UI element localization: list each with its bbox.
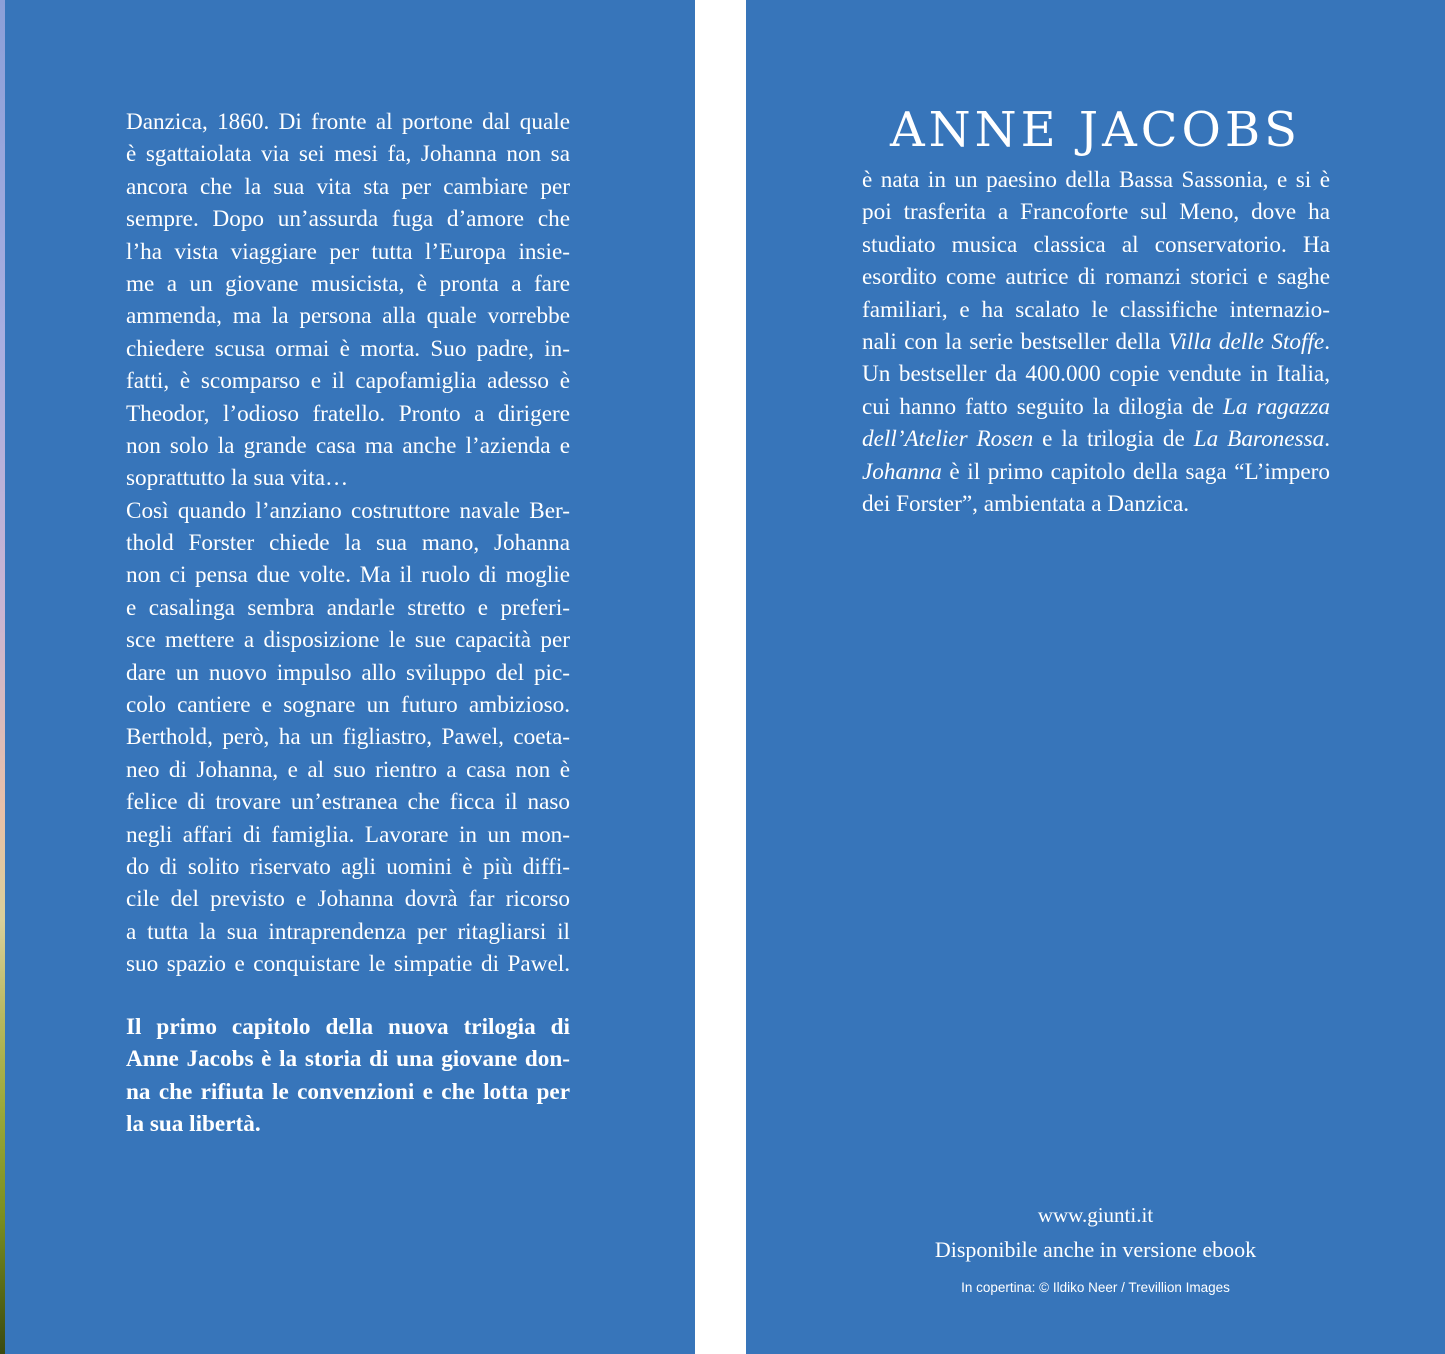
book-title-la-ragazza: La ragazza [1222,393,1330,420]
bio-text: e la trilogia de [1033,426,1194,453]
synopsis-line: l’ha vista viaggiare per tutta l’Europa insie- [126,238,570,265]
synopsis-line: non solo la grande casa ma anche l’azienda e [126,432,570,459]
synopsis-line: e casalinga sembra andarle stretto e preferi- [126,594,570,621]
synopsis-line: thold Forster chiede la sua mano, Johanna [126,530,570,557]
bio-line [862,391,1330,423]
synopsis-line: dare un nuovo impulso allo sviluppo del pic- [126,659,570,686]
synopsis-line: Danzica, 1860. Di fronte al portone dal quale [126,109,570,135]
synopsis-line: ancora che la sua vita sta per cambiare per [126,173,570,200]
tagline-line: na che rifiuta le convenzioni e che lotta per [126,1078,570,1105]
tagline-line: la sua libertà. [126,1111,261,1138]
bio-line: Un bestseller da 400.000 copie vendute in Italia, [862,361,1330,388]
bio-text: è il primo capitolo della saga “L’impero [941,458,1330,485]
bio-text: cui hanno fatto seguito la dilogia de [862,393,1223,420]
bio-line [862,326,1330,358]
bio-text: . [1324,426,1330,453]
book-title-johanna: Johanna [862,458,942,485]
synopsis-line: felice di trovare un’estranea che ficca il naso [126,789,570,816]
tagline-line: Il primo capitolo della nuova trilogia di [126,1014,570,1040]
book-title-la-baronessa: La Baronessa [1193,426,1325,453]
bio-line [862,456,1330,488]
ebook-availability-note: Disponibile anche in versione ebook [934,1237,1257,1262]
synopsis-line: è sgattaiolata via sei mesi fa, Johanna non sa [126,141,570,168]
bio-text: nali con la serie bestseller della [862,328,1169,355]
author-flap-panel [746,0,1445,1354]
synopsis-line: colo cantiere e sognare un futuro ambizioso. [126,692,570,719]
synopsis-line: a tutta la sua intraprendenza per ritagliarsi il [126,918,570,945]
publisher-website: www.giunti.it [1037,1203,1154,1227]
bio-line: studiato musica classica al conservatorio. Ha [862,231,1330,258]
synopsis-line: do di solito riservato agli uomini è più diffi- [126,853,570,880]
synopsis-line: neo di Johanna, e al suo rientro a casa non è [126,756,570,783]
synopsis-line: fatti, è scomparso e il capofamiglia adesso è [126,368,570,395]
synopsis-line: Così quando l’anziano costruttore navale Ber- [126,497,570,524]
author-bio [862,164,1330,520]
synopsis-line: chiedere scusa ormai è morta. Suo padre, in- [126,335,570,362]
book-title-villa-delle-stoffe: Villa delle Stoffe [1168,328,1325,355]
synopsis-line: ammenda, ma la persona alla quale vorrebbe [126,303,570,330]
tagline [126,1011,570,1141]
book-title-atelier-rosen: dell’Atelier Rosen [862,426,1034,453]
author-name-heading: ANNE JACOBS [889,102,1302,158]
bio-line: è nata in un paesino della Bassa Sassonia, e si è [862,167,1330,193]
synopsis-line: sce mettere a disposizione le sue capacità per [126,627,570,654]
synopsis-line: non ci pensa due volte. Ma il ruolo di moglie [126,562,570,589]
bio-line: poi trasferita a Francoforte sul Meno, dove ha [862,199,1330,226]
bio-line [862,423,1330,455]
bio-line: familiari, e ha scalato le classifiche internazio- [862,296,1330,323]
bio-line: esordito come autrice di romanzi storici e saghe [862,264,1330,291]
synopsis-line: suo spazio e conquistare le simpatie di Pawel. [126,951,570,978]
synopsis-line: sempre. Dopo un’assurda fuga d’amore che [126,206,570,233]
synopsis-line: cile del previsto e Johanna dovrà far ricorso [126,886,570,913]
synopsis [126,106,570,981]
bio-text: . [1324,328,1330,355]
synopsis-line: me a un giovane musicista, è pronta a fare [126,270,570,297]
synopsis-line: soprattutto la sua vita… [126,465,349,492]
cover-image-credit: In copertina: © Ildiko Neer / Trevillion Images [961,1280,1230,1295]
bio-line: dei Forster”, ambientata a Danzica. [862,490,1190,517]
synopsis-line: negli affari di famiglia. Lavorare in un mon- [126,821,570,848]
back-cover-panel [5,0,695,1354]
tagline-line: Anne Jacobs è la storia di una giovane don- [126,1046,570,1073]
synopsis-line: Berthold, però, ha un figliastro, Pawel, coeta- [126,724,570,751]
synopsis-line: Theodor, l’odioso fratello. Pronto a dirigere [126,400,570,427]
